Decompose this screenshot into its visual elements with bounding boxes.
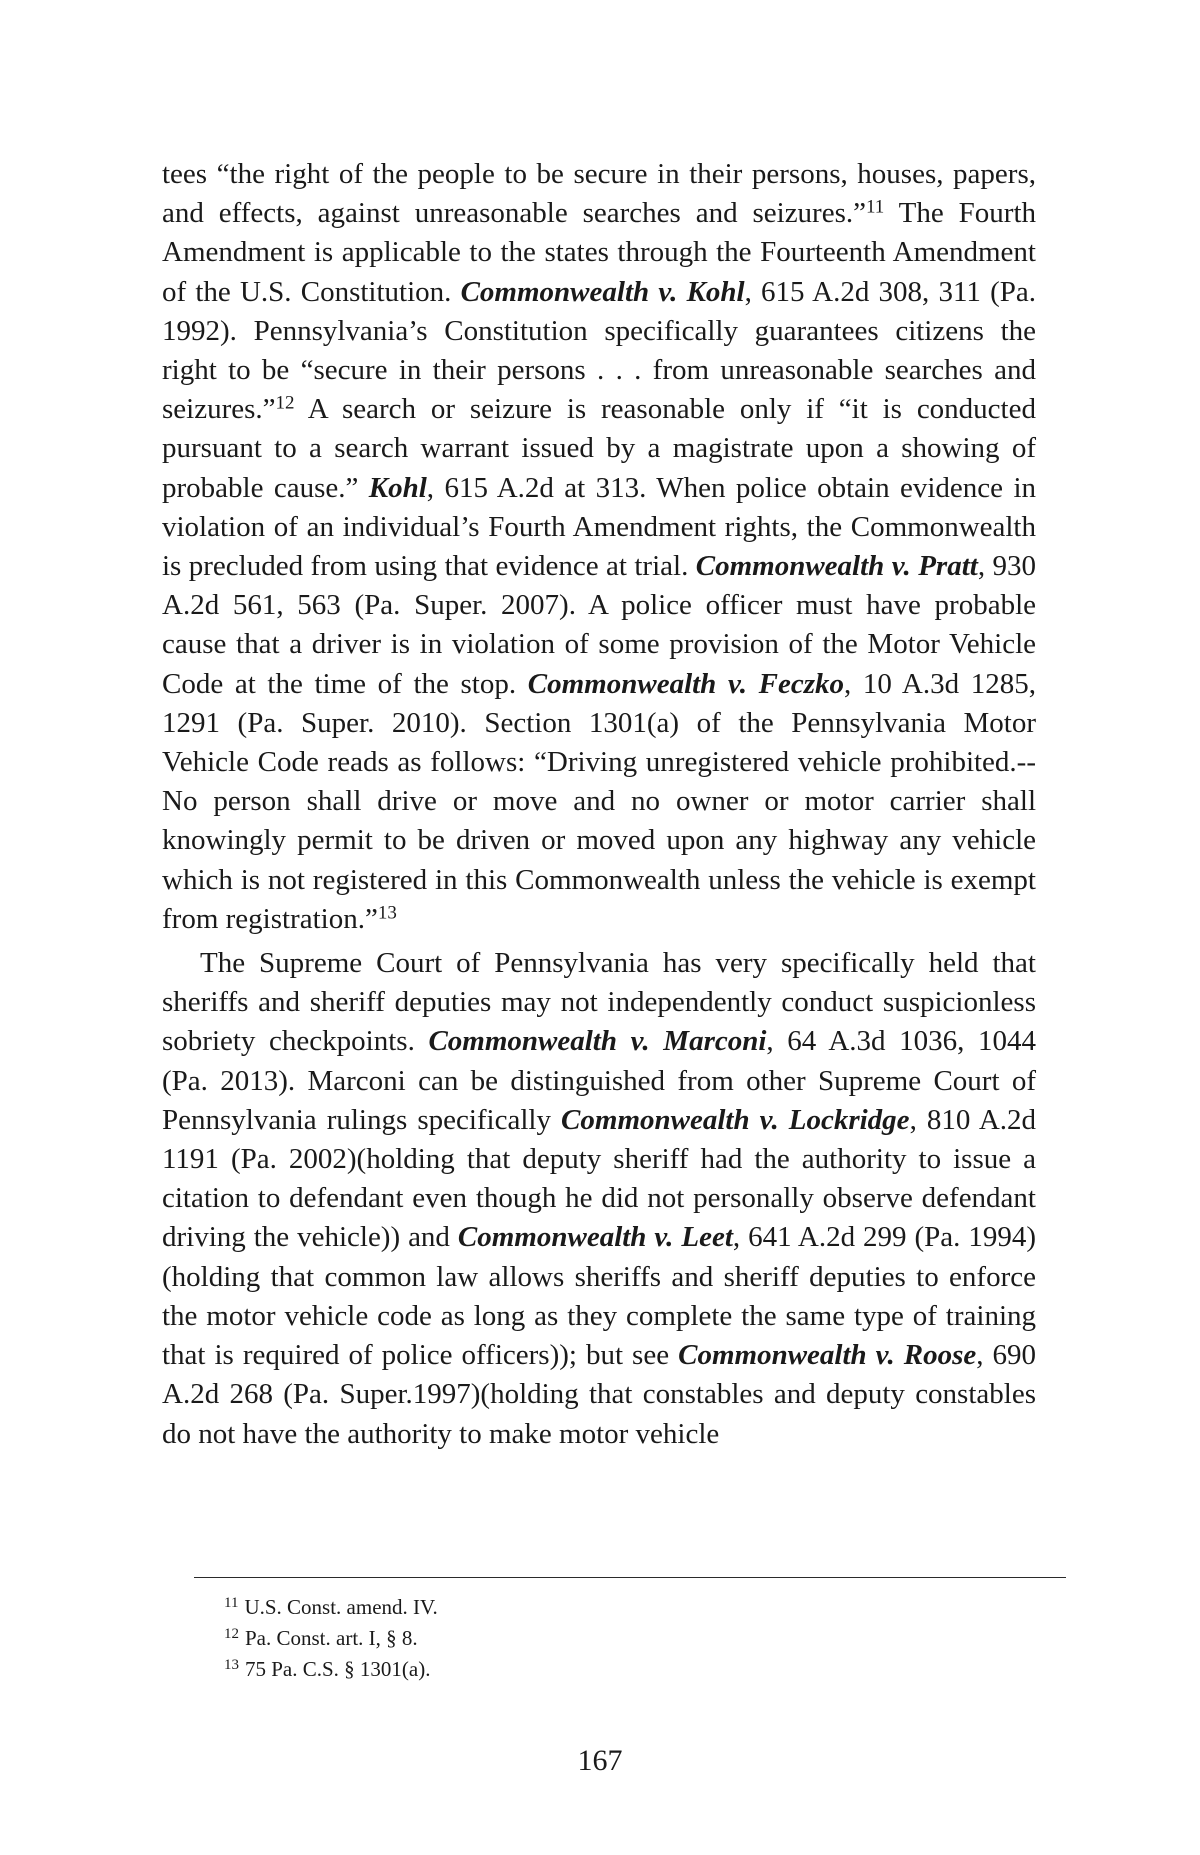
footnote-11 [224,1592,1004,1623]
paragraph-1 [162,155,1036,939]
case-citation: Commonwealth v. Leet [457,1221,733,1254]
text-run: tees “the right of the people to be secure in their persons, houses, papers, and effects, against unreasonable searches and seizures.” [162,158,1036,230]
text-run: , 615 A.2d 308, 311 (Pa. 1992). Pennsylvania’s Constitution specifically guarantees citizens the right to be “secure in their persons . . . from unreasonable searches and seizures.” [162,275,1036,426]
text-run: The Supreme Court of Pennsylvania has very specifically held that sheriffs and sheriff deputies may not independently conduct suspicionless sobriety checkpoints. [162,947,1036,1058]
footnote-text: 75 Pa. C.S. § 1301(a). [245,1657,431,1681]
text-run: The Fourth Amendment is applicable to the states through the Fourteenth Amendment of the U.S. Constitution. [162,197,1036,308]
page-number: 167 [577,1744,623,1777]
text-run: , 64 A.3d 1036, 1044 (Pa. 2013). Marconi can be distinguished from other Supreme Court of Pennsylvania rulings specifically [162,1025,1037,1136]
footnote-text: Pa. Const. art. I, § 8. [245,1626,418,1650]
paragraph-2 [162,944,1036,1454]
case-citation: Commonwealth v. Pratt [695,550,978,583]
footnote-ref-13: 13 [377,902,397,924]
case-citation: Commonwealth v. Roose [678,1339,977,1372]
footnote-number: 13 [224,1657,239,1674]
text-run: , 930 A.2d 561, 563 (Pa. Super. 2007). A police officer must have probable cause that a driver is in violation of some provision of the Motor Vehicle Code at the time of the stop. [162,550,1037,700]
text-run: , 810 A.2d 1191 (Pa. 2002)(holding that deputy sheriff had the authority to issue a citation to defendant even though he did not personally observe defendant driving the vehicle)) and [162,1103,1037,1254]
footnote-number: 12 [224,1626,239,1643]
footnote-separator [194,1577,1066,1578]
text-run: , 615 A.2d at 313. When police obtain evidence in violation of an individual’s Fourth Amendment rights, the Commonwealth is precluded from using that evidence at trial. [162,471,1036,583]
text-run: A search or seizure is reasonable only if “it is conducted pursuant to a search warrant issued by a magistrate upon a showing of probable cause.” [162,393,1036,504]
footnote-ref-12: 12 [275,392,295,414]
text-run: , 10 A.3d 1285, 1291 (Pa. Super. 2010). Section 1301(a) of the Pennsylvania Motor Vehicle Code reads as follows: “Driving unregistered vehicle prohibited.--No person shall drive or move and no owner or motor carrier shall knowingly permit to be driven or moved upon any highway any vehicle which is not registered in this Commonwealth unless the vehicle is exempt from registration.” [162,667,1037,935]
case-citation: Commonwealth v. Marconi [428,1025,767,1058]
case-citation: Commonwealth v. Feczko [527,667,844,700]
footnotes [224,1592,1004,1685]
case-citation: Commonwealth v. Kohl [460,275,745,308]
footnote-13 [224,1654,1004,1685]
footnote-number: 11 [224,1595,239,1612]
footnote-text: U.S. Const. amend. IV. [244,1595,438,1619]
case-citation: Commonwealth v. Lockridge [561,1103,910,1136]
text-run: , 641 A.2d 299 (Pa. 1994)(holding that common law allows sheriffs and sheriff deputies to enforce the motor vehicle code as long as they complete the same type of training that is required of police officers)); but see [162,1221,1036,1372]
case-citation: Kohl [368,471,427,504]
body-text [162,155,1036,1454]
footnote-12 [224,1623,1004,1654]
text-run: , 690 A.2d 268 (Pa. Super.1997)(holding that constables and deputy constables do not have the authority to make motor vehicle [162,1339,1037,1450]
footnote-ref-11: 11 [866,196,885,218]
